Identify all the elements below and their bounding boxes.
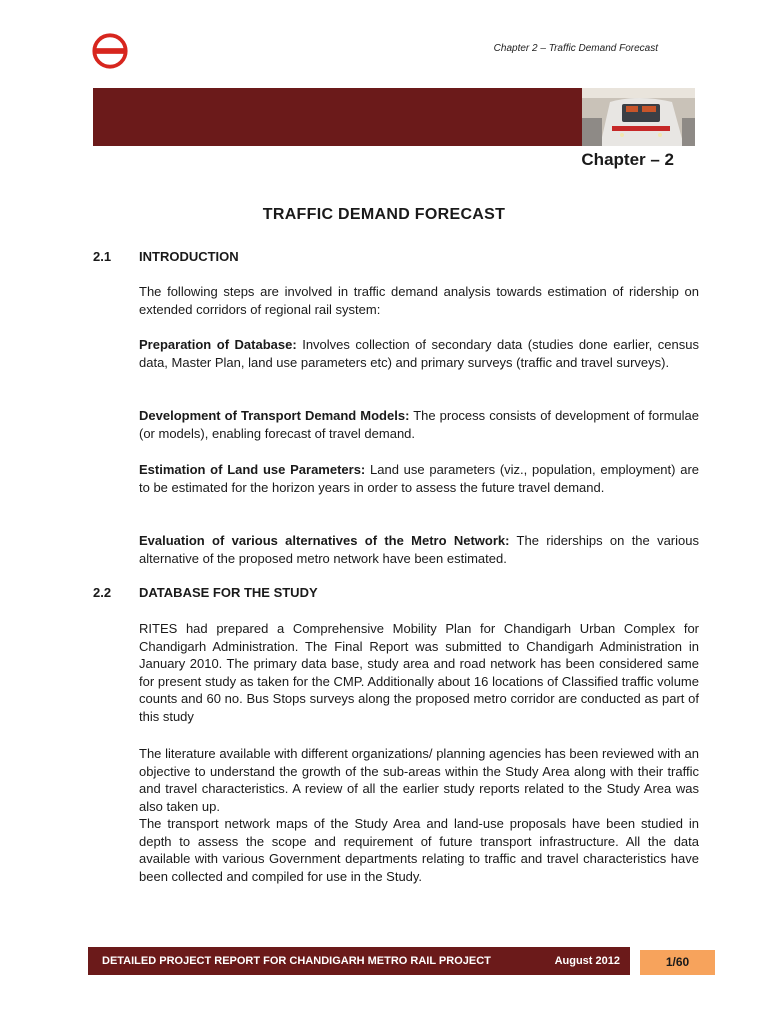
metro-logo-icon — [91, 32, 129, 70]
footer-bar — [88, 947, 630, 975]
chapter-banner — [93, 88, 695, 146]
intro-paragraph: The following steps are involved in traffic demand analysis towards estimation of ridership on extended corridors of regional rail system: — [139, 284, 699, 317]
intro-item-text: The riderships on the various alternative of the proposed metro network have been estimated. — [139, 533, 699, 566]
intro-item-text: Land use parameters (viz., population, employment) are to be estimated for the horizon years in order to assess the future travel demand. — [139, 462, 699, 495]
intro-item-term: Estimation of Land use Parameters: — [139, 462, 366, 477]
intro-item-term: Development of Transport Demand Models: — [139, 408, 410, 423]
chapter-number: Chapter – 2 — [581, 150, 674, 169]
footer-date: August 2012 — [554, 955, 620, 967]
footer-project-title: DETAILED PROJECT REPORT FOR CHANDIGARH METRO RAIL PROJECT — [102, 955, 491, 967]
intro-item-text: Involves collection of secondary data (studies done earlier, census data, Master Plan, land use parameters etc) and primary surveys (traffic and travel surveys). — [139, 337, 699, 370]
intro-item — [139, 407, 699, 442]
intro-item-term: Preparation of Database: — [139, 337, 297, 352]
section-heading: DATABASE FOR THE STUDY — [139, 585, 318, 600]
page-number: 1/60 — [640, 950, 715, 975]
intro-item-text: The process consists of development of formulae (or models), enabling forecast of travel demand. — [139, 408, 699, 441]
section-number: 2.2 — [93, 585, 112, 600]
section-number: 2.1 — [93, 249, 112, 264]
intro-item — [139, 461, 699, 496]
intro-item — [139, 336, 699, 371]
intro-item-term: Evaluation of various alternatives of the Metro Network: — [139, 533, 510, 548]
body-paragraph: The literature available with different organizations/ planning agencies has been reviewed with an objective to understand the growth of the sub-areas within the Study Area along with their traffic and travel characteristics. A review of all the earlier study reports related to the Study Area was also taken up. — [139, 746, 699, 814]
intro-item — [139, 532, 699, 567]
running-header: Chapter 2 – Traffic Demand Forecast — [493, 43, 658, 54]
body-paragraph: The transport network maps of the Study Area and land-use proposals have been studied in depth to assess the scope and requirement of future transport infrastructure. All the data available with various Government departments relating to traffic and travel characteristics have been collected and compiled for use in the Study. — [139, 816, 699, 884]
page-title: TRAFFIC DEMAND FORECAST — [262, 206, 506, 223]
body-paragraph: RITES had prepared a Comprehensive Mobility Plan for Chandigarh Urban Complex for Chandigarh Administration. The Final Report was submitted to Chandigarh Administration in January 2010. The primary data base, study area and road network has been considered same for present study as taken for the CMP. Additionally about 16 locations of Classified traffic volume counts and 60 no. Bus Stops surveys along the proposed metro corridor are conducted as part of this study — [139, 621, 699, 724]
section-heading: INTRODUCTION — [139, 249, 239, 264]
metro-train-image — [582, 88, 695, 146]
